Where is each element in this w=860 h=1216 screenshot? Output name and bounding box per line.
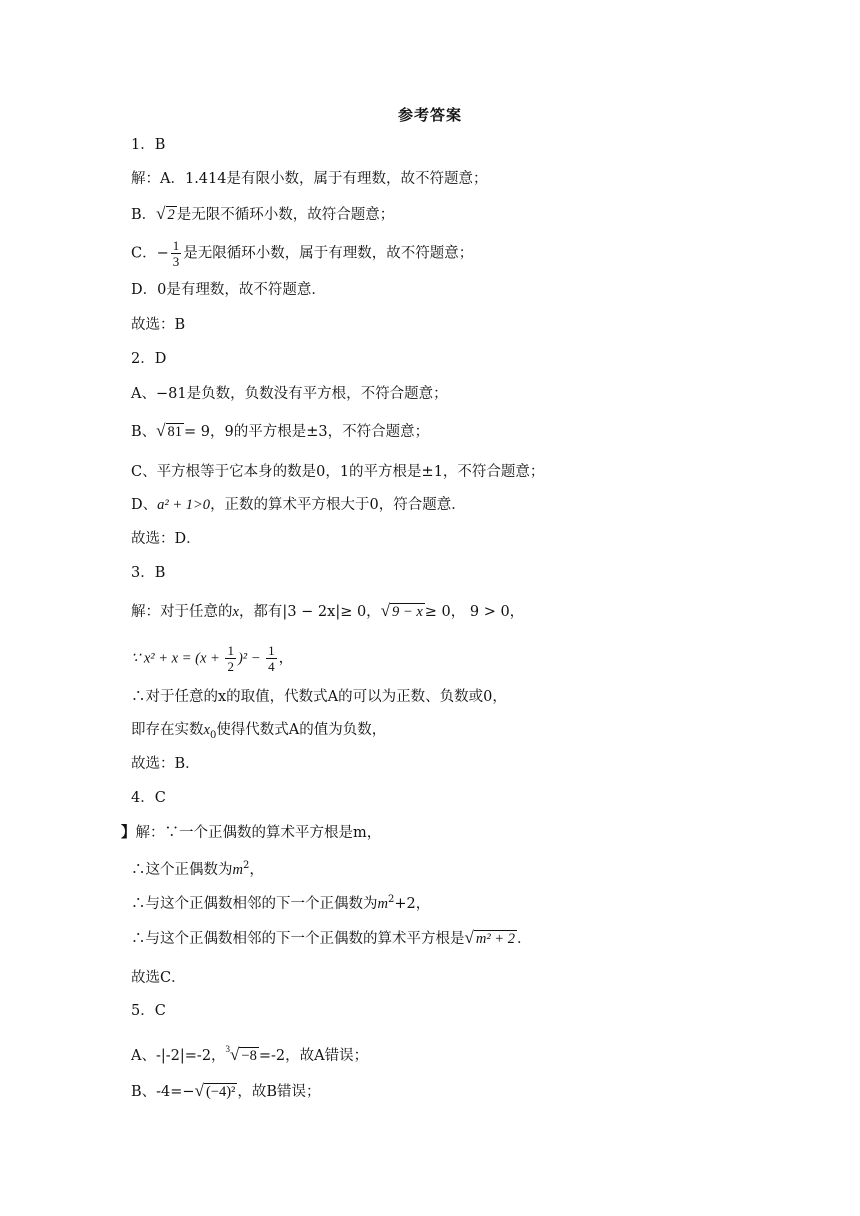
q5-a-cbrt: $^3$√ −8 (225, 1044, 257, 1064)
q1-option-c (131, 238, 473, 269)
q4-l3-prefix: ∴与这个正偶数相邻的下一个正偶数为 (131, 896, 378, 912)
q4-l2-sup: 2 (242, 860, 250, 871)
q4-l4-suffix: ． (516, 931, 532, 947)
q4-l4-radicand: m² + 2 (475, 931, 515, 947)
q3-l1-sqrt: √ 9 − x (380, 601, 423, 620)
q1-option-a: 解：A．1.414是有限小数，属于有理数，故不符题意； (131, 171, 488, 187)
q4-line-4 (131, 927, 531, 950)
q2-answer: 故选：D． (131, 531, 201, 547)
q1-b-text: 是无限不循环小数，故符合题意； (176, 207, 395, 223)
q3-answer: 故选：B． (131, 756, 200, 772)
q5-b-sqrt: √ (−4)² (194, 1081, 236, 1100)
q2-option-d (131, 494, 466, 516)
q3-l1-prefix: 解：对于任意的 (131, 604, 233, 620)
q1-option-b (131, 203, 394, 226)
q3-l1-text: ≥ 0， 9 > 0， (424, 604, 525, 620)
q3-l1-radicand: 9 − x (392, 604, 423, 620)
q4-l4-prefix: ∴与这个正偶数相邻的下一个正偶数的算术平方根是 (131, 931, 465, 947)
q2-option-a: A、−81是负数，负数没有平方根，不符合题意； (131, 386, 448, 402)
q2-b-text: = 9，9的平方根是±3，不符合题意； (184, 424, 430, 440)
q2-d-text: ，正数的算术平方根大于0，符合题意． (210, 497, 466, 513)
q2-b-prefix: B、 (131, 424, 157, 440)
q4-answer: 故选C． (131, 970, 186, 986)
q3-l2-den-2: 4 (268, 659, 275, 674)
q1-c-sign: − (156, 245, 169, 262)
q5-b-prefix: B、-4=− (131, 1084, 195, 1100)
q5-a-suffix: =-2，故A错误； (258, 1048, 369, 1064)
q4-l4-sqrt: √ m² + 2 (464, 928, 515, 947)
q1-heading: 1．B (131, 137, 166, 153)
q3-l2-prefix: ∵ x² + x = (x + (131, 650, 224, 667)
q2-d-prefix: D、 (131, 497, 158, 513)
q4-bracket: 】 (121, 824, 136, 841)
q5-a-index: 3 (225, 1044, 231, 1054)
q5-b-suffix: ，故B错误； (237, 1084, 321, 1100)
q3-l2-num-2: 1 (268, 643, 275, 658)
q3-line-3: ∴对于任意的x的取值，代数式A的可以为正数、负数或0， (131, 689, 507, 705)
q3-l1-abs: ，都有|3 − 2x|≥ 0， (238, 604, 381, 620)
q4-heading: 4．C (131, 790, 166, 806)
q4-l3-suffix: +2， (394, 896, 431, 912)
q4-line-1 (121, 822, 381, 844)
page-title: 参考答案 (397, 106, 462, 124)
q1-c-denominator: 3 (172, 254, 180, 269)
q1-b-prefix: B． (131, 207, 157, 223)
q1-b-radicand: 2 (167, 207, 175, 223)
q4-l2-m: m (232, 862, 243, 878)
q3-l2-suffix: ， (278, 650, 294, 667)
q5-option-a (131, 1038, 368, 1067)
q1-answer: 故选：B (131, 317, 186, 333)
q4-l2-suffix: ， (249, 862, 264, 878)
q3-l4-subscript: 0 (209, 730, 217, 741)
q5-a-radicand: −8 (241, 1048, 257, 1064)
q4-l3-m: m (377, 896, 388, 912)
q3-l4-x: x (203, 722, 210, 738)
q1-b-sqrt: √ 2 (156, 204, 175, 223)
q5-option-b (131, 1080, 321, 1103)
q1-c-prefix: C． (131, 245, 157, 262)
q3-line-4 (131, 719, 386, 747)
q3-line-2 (131, 643, 293, 674)
q2-d-inequality: a² + 1>0 (157, 497, 211, 513)
q3-l2-den-1: 2 (227, 659, 234, 674)
q2-b-radicand: 81 (167, 424, 182, 440)
q5-heading: 5．C (131, 1003, 166, 1019)
q3-l2-fraction-1 (225, 643, 236, 674)
q1-c-fraction (171, 238, 182, 269)
q4-line-2 (131, 855, 264, 881)
q2-heading: 2．D (131, 351, 167, 367)
q2-b-sqrt: √ 81 (156, 421, 182, 440)
q3-l4-prefix: 即存在实数 (131, 722, 204, 738)
q1-option-d: D．0是有理数，故不符题意． (131, 282, 326, 298)
q4-l3-sup: 2 (387, 894, 395, 905)
q4-l2-prefix: ∴这个正偶数为 (131, 862, 233, 878)
q5-a-prefix: A、-|-2|=-2， (131, 1048, 226, 1064)
q4-line-3 (131, 889, 430, 915)
q3-heading: 3．B (131, 565, 166, 581)
q3-l1-x: x (232, 604, 239, 620)
q3-line-1 (131, 600, 524, 623)
q3-l2-middle: )² − (237, 650, 265, 667)
q2-option-b (131, 420, 429, 443)
q2-option-c: C、平方根等于它本身的数是0，1的平方根是±1，不符合题意； (131, 464, 545, 480)
q3-l2-num-1: 1 (227, 643, 234, 658)
q1-c-numerator: 1 (172, 238, 180, 253)
q4-l1-text: 解：∵一个正偶数的算术平方根是m， (135, 825, 382, 841)
q1-c-text: 是无限循环小数，属于有理数，故不符题意； (183, 245, 474, 262)
q5-b-radicand: (−4)² (205, 1084, 236, 1100)
q3-l2-fraction-2 (266, 643, 277, 674)
q3-l4-text: 使得代数式A的值为负数， (216, 722, 387, 738)
